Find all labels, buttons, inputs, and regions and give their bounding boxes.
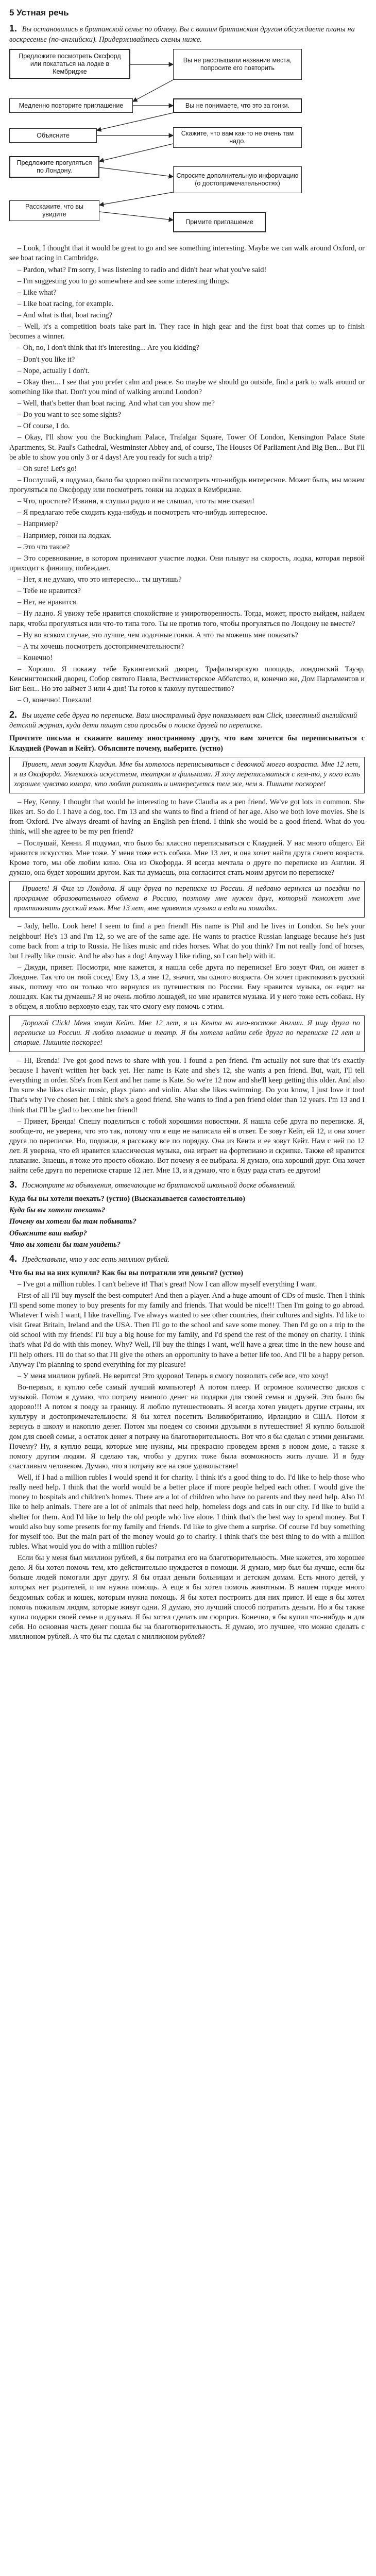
dialogue-line: – Like what? (18, 288, 57, 297)
scheme-box-7: Предложите прогуляться по Лондону. (9, 156, 99, 178)
task-2-instruction: Прочтите письма и скажите вашему иностранному другу, что вам хочется бы переписываться с Клаудией (Powan и Кейт). Объясните почему, выберите. (устно) (9, 734, 365, 753)
task-1-header (9, 23, 365, 45)
dialogue-line: – Don't you like it? (18, 355, 75, 364)
answer-text: Во-первых, я куплю себе самый лучший компьютер! А потом плеер. И огромное количество дисков с музыкой. Потом я думаю, что потрачу немного денег на подарки для своей семьи и друзей. Это было бы здорово!!! А потом я поеду за границу. Я люблю путешествовать. Я всегда хотел увидеть другие страны, их культуру и достопримечательности. Я бы хотел посетить Великобританию, Ирландию и США. Потом я вернусь в школу и накоплю денег. Потом мы поедем со своими друзьями в путешествие! Я куплю большой дом для своей семьи, а остаток денег я потрачу на благотворительность. Вот что я бы сделал с этими деньгами. Почему? Ну, я куплю вещи, которые мне нужны, мы прекрасно проведем время в новом доме, а также я помогу другим людям. Я сделаю так, чтобы у других тоже была возможность жить лучше. И я буду счастливым человеком. Думаю, что я потрачу все на свое удовольствие! (9, 1383, 365, 1470)
task-instruction: Посмотрите на объявления, отвечающие на британской школьной доске объявлений. (22, 1181, 296, 1190)
task-instruction: Вы остановились в британской семье по обмену. Вы с вашим британским другом обсуждаете планы на воскресенье (по-английски). Придерживайтесь схемы ниже. (9, 25, 355, 44)
answer-text: – I've got a million rubles. I can't believe it! That's great! Now I can allow myself everything I want. (18, 1280, 317, 1289)
dialogue-line: – Нет, не нравится. (18, 598, 78, 607)
scheme-box-6: Скажите, что вам как-то не очень там надо. (173, 127, 302, 148)
letter-text: Привет! Я Фил из Лондона. Я ищу друга по переписке из России. Я недавно вернулся из поездки по программе образовательного обмена в Россию, поэтому мне нужен друг, который поможет мне практиковать русский язык. Мне 13 лет, мне нравятся музыка и езда на лошадях. (14, 885, 360, 913)
task-3-header (9, 1179, 365, 1191)
dialogue-line: – Look, I thought that it would be great to go and see something interesting. Maybe we can walk around Oxford, or see boat racing in Cambridge. (9, 244, 365, 263)
reply-text: – Привет, Бренда! Спешу поделиться с тобой хорошими новостями. Я нашла себе друга по переписке. Я, вообще-то, не уверена, что это так, потому что я еще не написала ей в ответ. Ее зовут Кейт, ей 12, и она хочет друга по переписке. Но, подожди, я расскажу все по порядку. Она из Кента и ее зовут Кейт. Нам с ней по 12 лет. Я уверена, что ей нравится классическая музыка, она играет на фортепиано и скрипке. Также ей нравится плавание. Знаешь, я тоже это просто обожаю. Вот почему я ее выбрала. Я думаю, она хороший друг. Она хочет найти себе друга по переписке старше 12 лет. Мне 13, и я думаю, что я буду рада стать ее другом! (9, 1117, 365, 1175)
answer-text: Если бы у меня был миллион рублей, я бы потратил его на благотворительность. Мне кажется, это хорошее дело. Я бы хотел помочь тем, кто действительно нуждается в помощи. Я думаю, мир был бы лучше, если бы больше людей помогали друг другу. Я бы отдал деньги больницам и детским домам. Есть много детей, у которых нет родителей, и им нужна помощь. А еще я бы хотел помочь животным. В нашем городе много бездомных собак и кошек, которым нужна помощь. Я бы хотел построить для них приют. И еще я бы хотел помочь пожилым людям, которые живут одни. Я думаю, это лучший способ потратить деньги. Но я бы также купил подарки своей семье и друзьям. Я бы хотел сделать им сюрприз. Конечно, я бы купил что-нибудь и для себя. Но основная часть денег пошла бы на благотворительность. Я думаю, это лучшее, что можно сделать с миллионом рублей. А что бы ты сделал с миллионом рублей? (9, 1554, 365, 1641)
letter-text: Дорогой Click! Меня зовут Кейт. Мне 12 лет, я из Кента на юго-востоке Англии. Я ищу друга по переписке из России. Я люблю плавание и театр. Я бы хотела найти себе друга по переписке 12 лет и старше. Пишите поскорее! (14, 1019, 360, 1047)
dialogue-line: – Что, простите? Извини, я слушал радио и не слышал, что ты мне сказал! (18, 497, 254, 506)
reply-text: – Послушай, Кенни. Я подумал, что было бы классно переписываться с Клаудией. У нас много общего. Ей нравится искусство. Мне тоже. У меня тоже есть собака. Мне 13 лет, и она хочет найти друга своего возраста. Кроме того, мы обе любим кино. Она из Оксфорда. Я всегда мечтала о друге по переписке из Англии. Я думаю, она будет хорошим другом. Как ты думаешь, она согласится стать моим другом по переписке? (9, 839, 365, 877)
task-number: 4. (9, 1253, 18, 1264)
dialogue-line: – Okay, I'll show you the Buckingham Palace, Trafalgar Square, Tower Of London, Kensington Palace State Apartments, St. Paul's Cathedral, Westminster Abbey and, of course, The Houses Of Parliament And Big Ben... But I'll be able to show you only 3 or 4 days! Are you ready for such a trip? (9, 433, 365, 462)
task-4-header (9, 1253, 365, 1265)
arrow-2-3 (133, 80, 173, 101)
pen-pal-letter-1 (9, 757, 365, 793)
dialogue-line: – О, конечно! Поехали! (18, 696, 92, 705)
dialogue-line: – Послушай, я подумал, было бы здорово пойти посмотреть что-нибудь интересное. Может быть, мы можем прогуляться по Оксфорду или посмотреть гонки на лодках в Кембридже. (9, 476, 365, 495)
dialogue-scheme-diagram (9, 48, 365, 240)
task-3-bullet: Объясните ваш выбор? (9, 1229, 87, 1238)
scheme-box-4: Вы не понимаете, что это за гонки. (173, 98, 302, 113)
arrow-7-8 (99, 167, 173, 177)
task-instruction: Представьте, что у вас есть миллион рублей. (22, 1255, 170, 1264)
dialogue-line: – Okay then... I see that you prefer calm and peace. So maybe we should go outside, find a park to walk around or something like that. Don't you mind of walking around London? (9, 378, 365, 396)
dialogue-line: – Это соревнование, в котором принимают участие лодки. Они плывут на скорость, лодка, которая первой приходит к финишу, побеждает. (9, 554, 365, 572)
task-3-bullet: Почему вы хотели бы там побывать? (9, 1217, 136, 1226)
task-instruction: Вы ищете себе друга по переписке. Ваш иностранный друг показывает вам Click, известный английский детский журнал, куда дети пишут свои просьбы о поиске друзей по переписке. (9, 711, 357, 730)
dialogue-line: – Нет, я не думаю, что это интересно... ты шутишь? (18, 575, 182, 584)
pen-pal-letter-3 (9, 1015, 365, 1052)
dialogue-line: – Тебе не нравится? (18, 587, 81, 596)
answer-text: Well, if I had a million rubles I would spend it for charity. I think it's a good thing to do. I'd like to help those who really need help. I think that the world would be a better place if more people helped each other. I would give the money to hospitals and children's homes. There are a lot of children who have no parents and they need help. Also I'd like to help animals. There are a lot of animals that need help, homeless dogs and cats in our city. I'd like to build a shelter for them. And I'd like to help the old people who live alone. I think that's the best way to spend money. But I would also buy some presents for my family and friends. I'd like to give them a surprise. Of course I'd buy something for myself too. But the main part of the money would go to charity. I think that's the best thing to do with a million rubles. What would you do with a million rubles? (9, 1473, 365, 1551)
task-3-subtitle: Куда бы вы хотели поехать? (устно) (Высказывается самостоятельно) (9, 1195, 245, 1204)
dialogue-line: – Хорошо. Я покажу тебе Букингемский дворец, Трафальгарскую площадь, лондонский Тауэр, Кенсингтонский дворец, Собор святого Павла, Вестминстерское Аббатство, и, конечно же, Дом Парламентов и Биг Бен... Но это займет 3 или 4 дня! Ты готов к такому путешествию? (9, 665, 365, 693)
task-2-header (9, 709, 365, 731)
dialogue-line: – Например? (18, 520, 59, 529)
dialogue-line: – Oh, no, I don't think that it's interesting... Are you kidding? (18, 344, 200, 352)
reply-text: – Джуди, привет. Посмотри, мне кажется, я нашла себе друга по переписке! Его зовут Фил, он живет в Лондоне. Так что он твой сосед! Ему 13, а мне 12, значит, мы одного возраста. Он хочет практиковать русский язык, потому что он только что вернулся из путешествия по России. Ему нравится музыка, он ездит на лошадях. Как ты думаешь? Я не очень люблю лошадей, но мне нравится музыка. И у него тоже есть собака. Ну в общем, я люблю верховую езду, так что смогу ему помочь с этим. (9, 963, 365, 1011)
dialogue-line: – Pardon, what? I'm sorry, I was listening to radio and didn't hear what you've said! (18, 265, 267, 274)
dialogue-line: – And what is that, boat racing? (18, 311, 113, 320)
task-number: 3. (9, 1179, 18, 1190)
dialogue-line: – Well, it's a competition boats take part in. They race in high gear and the first boat that comes up to finish becomes a winner. (9, 323, 365, 341)
scheme-box-9: Расскажите, что вы увидите (9, 200, 99, 221)
dialogue-line: – Это что такое? (18, 543, 70, 551)
letter-text: Привет, меня зовут Клаудия. Мне бы хотелось переписываться с девочкой моего возраста. Мне 12 лет, я из Оксфорда. Увлекаюсь искусством, театром и фильмами. Я хочу переписываться с кем-то, у кого есть хорошее чувство юмора, кто любит рисовать и интересуется тем же, чем я. Пишите поскорее! (14, 760, 360, 788)
reply-text: – Hi, Brenda! I've got good news to share with you. I found a pen friend. I'm actually not sure that it's exactly because I haven't written her back yet. Her name is Kate and she's 12, she wants a pen friend. But, wait, I'll tell everything in order. She's from Kent and her name is Kate. So we're 12 now and she'll keep getting this older. And also I'm sure she likes classic music, plays piano and violin. Also she likes swimming. Do you know, I just love it too! That's why I've chosen her. I think she's a good friend. She wants to find a pen friend older than 12 years. I'm 13 and I think that I'll be glad to become her friend! (9, 1056, 365, 1114)
section-title: 5 Устная речь (9, 8, 69, 18)
scheme-box-3: Медленно повторите приглашение (9, 98, 133, 113)
arrow-6-7 (99, 144, 173, 161)
dialogue-line: – Well, that's better than boat racing. And what can you show me? (18, 399, 215, 408)
task-4-answer-russian-2 (9, 1553, 365, 1642)
dialogue-line: – Ну ладно. Я увижу тебе нравится спокойствие и умиротворенность. Тогда, может, просто выйдем, найдем парк, чтобы прогуляться или что-то типа того. Ты не против того, чтобы прогуляться по Лондону не вместе? (9, 609, 365, 628)
reply-text: – Jady, hello. Look here! I seem to find a pen friend! His name is Phil and he lives in London. So he's your neighbour! He's 13 and I'm 12, so we are of the same age. He wants to practice Russian language because he's just come back from a trip to Russia. He likes music and rides horses. What do you think? I'm not really fond of horses, but I really like music. And he also has a dog! Anyway I like riding, so I can help with it. (9, 922, 365, 960)
reply-2 (9, 922, 365, 1012)
scheme-box-5: Объясните (9, 128, 97, 143)
task-3-bullet: Что вы хотели бы там увидеть? (9, 1240, 121, 1249)
task-3-bullet: Куда бы вы хотели поехать? (9, 1206, 106, 1215)
task-1-dialogue (9, 244, 365, 705)
dialogue-line: – Of course, I do. (18, 422, 70, 431)
dialogue-line: – А ты хочешь посмотреть достопримечательности? (18, 642, 184, 651)
arrow-9-10 (99, 212, 173, 220)
dialogue-line: – Oh sure! Let's go! (18, 464, 77, 473)
arrow-4-5 (97, 113, 173, 130)
dialogue-line: – Конечно! (18, 653, 53, 662)
task-4-subtitle: Что бы вы на них купили? Как бы вы потратили эти деньги? (устно) (9, 1268, 244, 1277)
task-number: 1. (9, 23, 18, 34)
dialogue-line: – Do you want to see some sights? (18, 411, 121, 419)
dialogue-line: – Я предлагаю тебе сходить куда-нибудь и посмотреть что-нибудь интересное. (18, 509, 267, 517)
answer-text: – У меня миллион рублей. Не верится! Это здорово! Теперь я смогу позволить себе все, что хочу! (18, 1371, 329, 1380)
scheme-box-8: Спросите дополнительную информацию (о достопримечательностях) (173, 166, 302, 193)
scheme-box-2: Вы не расслышали название места, попросите его повторить (173, 49, 302, 80)
reply-1 (9, 798, 365, 878)
reply-3 (9, 1056, 365, 1176)
task-4-answer-russian (9, 1371, 365, 1471)
task-number: 2. (9, 709, 18, 720)
task-4-answer-english-2 (9, 1473, 365, 1552)
answer-text: First of all I'll buy myself the best computer! And then a player. And a huge amount of CDs of music. Then I think I'll spend some money to buy presents for my family and friends. That would be nice!!! Then I'm going to go abroad. Whatever I wish I want, I like travelling. I've always wanted to see other countries, their cultures and sights. I'd like to visit Great Britain, Ireland and the USA. Then I'll go to the school and save some money. Then I'd go on a trip to the old school with my friends! I'll buy a big house for my family, and I'd spend the rest of the money on charity. I think that's what I'd do with this money. Why? Well, I'll buy the things I want, we'll have a great time in the new house and I'll help others. I'll do that so that I'll give the others an opportunity to have a better life too. And I'll be a happy person. Anyway I'm planning to spend everything for my pleasure! (9, 1291, 365, 1369)
dialogue-line: – Ну во всяком случае, это лучше, чем лодочные гонки. А что ты можешь мне показать? (18, 631, 298, 639)
pen-pal-letter-2 (9, 881, 365, 918)
reply-text: – Hey, Kenny, I thought that would be interesting to have Claudia as a pen friend. We've got lots in common. She likes art. So do I. I have a dog, too. I'm 13 and she wants to find a friend of her age. Also we both love movies. She is from Oxford. I've always dreamt of having an English pen-friend. I think she would be a good friend. What do you think, will she agree to be my pen friend? (9, 798, 365, 836)
dialogue-line: – I'm suggesting you to go somewhere and see some interesting things. (18, 277, 230, 285)
task-4-answer-english (9, 1280, 365, 1370)
dialogue-line: – Like boat racing, for example. (18, 299, 114, 308)
arrow-8-9 (99, 192, 173, 205)
scheme-box-10: Примите приглашение (173, 212, 266, 232)
dialogue-line: – Nope, actually I don't. (18, 366, 90, 375)
dialogue-line: – Например, гонки на лодках. (18, 531, 112, 540)
scheme-box-1: Предложите посмотреть Оксфорд или покататься на лодке в Кембридже (9, 49, 130, 79)
